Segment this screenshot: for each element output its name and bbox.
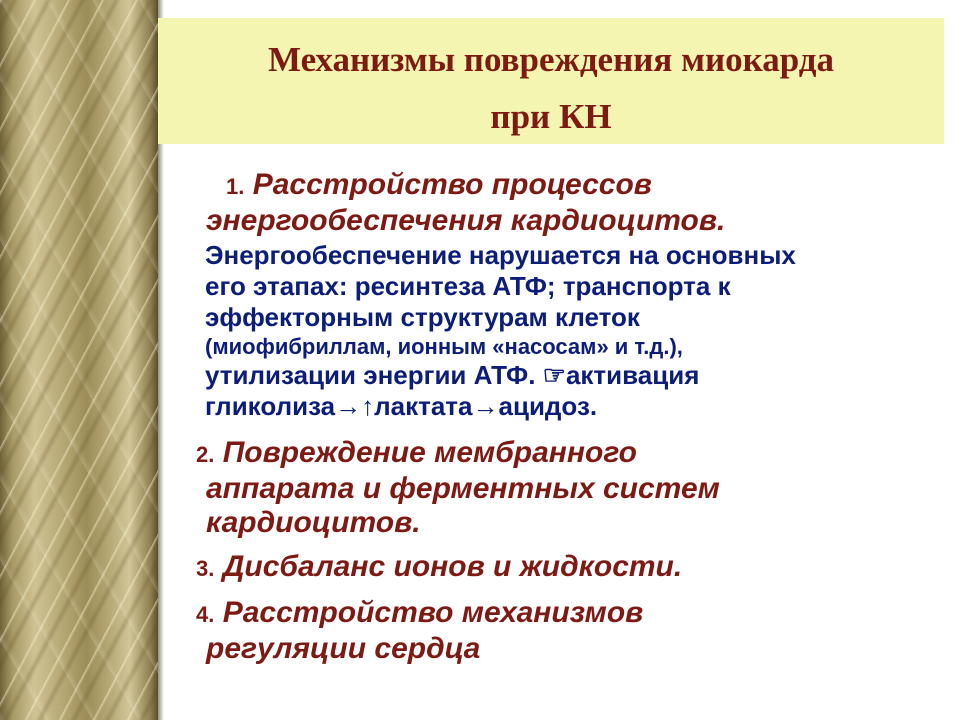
list-item-4-line-2: регуляции сердца [206, 632, 481, 665]
list-item-1 [206, 168, 726, 238]
description-line-2: его этапах: ресинтеза АТФ; транспорта к [205, 271, 731, 301]
list-item-1-line-2: энергообеспечения кардиоцитов. [206, 204, 726, 237]
energy-description [205, 240, 796, 422]
list-item-4-line-1: Расстройство механизмов [222, 596, 644, 629]
list-item-4-number: 4. [196, 602, 215, 627]
decorative-side-panel [0, 0, 158, 720]
list-item-3-line-1: Дисбаланс ионов и жидкости. [222, 550, 683, 583]
list-item-2 [196, 436, 720, 540]
list-item-2-number: 2. [196, 442, 215, 467]
list-item-2-line-1: Повреждение мембранного [222, 436, 637, 469]
slide-title-line-1: Механизмы повреждения миокарда [268, 40, 834, 79]
slide-title-box [158, 18, 944, 144]
description-line-5: утилизации энергии АТФ. ☞активация [205, 360, 700, 390]
description-line-1: Энергообеспечение нарушается на основных [205, 240, 796, 270]
list-item-3-number: 3. [196, 556, 215, 581]
description-line-3: эффекторным структурам клеток [205, 302, 640, 332]
list-item-3 [196, 550, 682, 586]
list-item-2-line-2: аппарата и ферментных систем [206, 472, 720, 505]
list-item-2-line-3: кардиоцитов. [206, 506, 421, 539]
description-line-4: (миофибриллам, ионным «насосам» и т.д.), [205, 334, 683, 359]
list-item-1-line-1: Расстройство процессов [252, 168, 652, 201]
list-item-1-number: 1. [226, 174, 245, 199]
list-item-4 [196, 596, 643, 666]
slide-title-line-2: при КН [490, 97, 612, 136]
description-line-6: гликолиза→↑лактата→ацидоз. [205, 391, 598, 421]
